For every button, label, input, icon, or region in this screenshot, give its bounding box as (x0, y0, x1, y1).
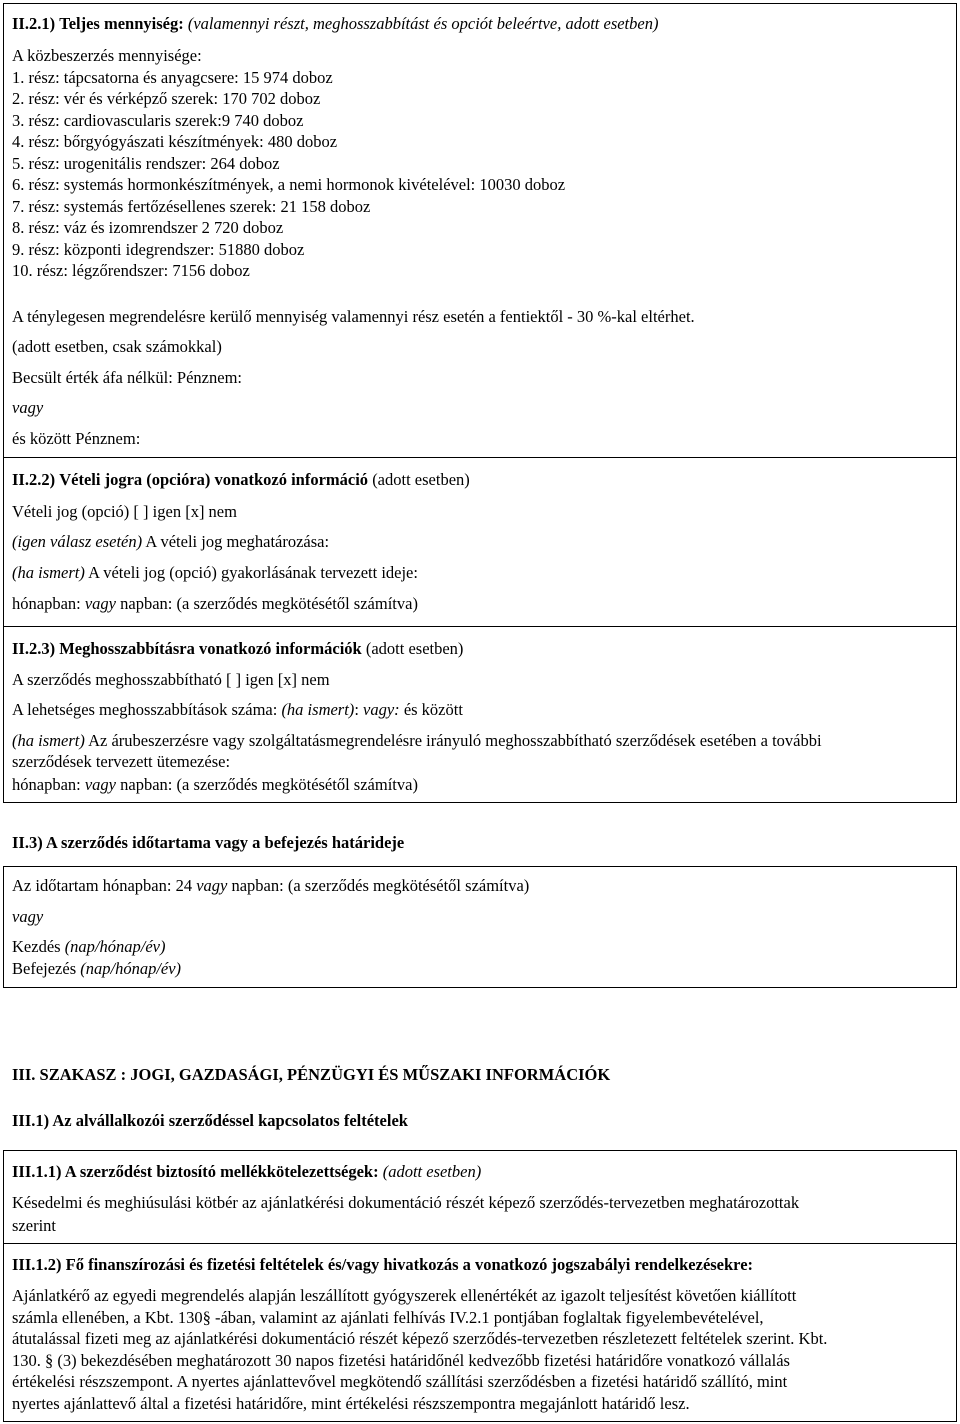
option-line: Vételi jog (opció) [ ] igen [x] nem (12, 502, 237, 521)
extension-months: hónapban: vagy napban: (a szerződés megkötésétől számítva) (12, 775, 418, 794)
duration-line: Az időtartam hónapban: 24 vagy napban: (a szerződés megkötésétől számítva) (12, 876, 530, 895)
section-iii-title: III. SZAKASZ : JOGI, GAZDASÁGI, PÉNZÜGYI ÉS MŰSZAKI INFORMÁCIÓK (12, 1065, 611, 1084)
ii-2-1-heading: II.2.1) Teljes mennyiség: (valamennyi részt, meghosszabbítást és opciót beleértve, adott esetben) (12, 14, 659, 33)
quantity-line-6: 6. rész: systemás hormonkészítmények, a nemi hormonok kivételével: 10030 doboz (12, 175, 566, 194)
end-date: Befejezés (nap/hónap/év) (12, 959, 182, 978)
or-text: vagy (12, 398, 44, 417)
quantity-line-2: 2. rész: vér és vérképző szerek: 170 702 doboz (12, 89, 321, 108)
quantity-line-3: 3. rész: cardiovascularis szerek:9 740 doboz (12, 110, 304, 130)
ii-2-2-heading: II.2.2) Vételi jogra (opcióra) vonatkozó információ (adott esetben) (12, 470, 470, 489)
option-definition: (igen válasz esetén) A vételi jog meghatározása: (12, 532, 330, 551)
iii-1-2-heading: III.1.2) Fő finanszírozási és fizetési feltételek és/vagy hivatkozás a vonatkozó jogszabályi rendelkezésekre: (12, 1255, 754, 1274)
or-text: vagy (12, 907, 44, 926)
quantity-line-4: 4. rész: bőrgyógyászati készítmények: 480 doboz (12, 132, 338, 151)
duration-box (3, 866, 957, 988)
ii-3-heading: II.3) A szerződés időtartama vagy a befejezés határideje (12, 833, 405, 852)
conditions-box (3, 1150, 957, 1422)
quantity-line-8: 8. rész: váz és izomrendszer 2 720 doboz (12, 218, 284, 237)
payment-line-5: nyertes ajánlattevő által a fizetési határidőre, mint értékelési részszempontra megajánlott határidő lesz. (12, 1393, 690, 1413)
divider (4, 626, 956, 627)
divider (4, 1243, 956, 1244)
extension-count: A lehetséges meghosszabbítások száma: (ha ismert): vagy: és között (12, 700, 463, 719)
quantity-line-1: 1. rész: tápcsatorna és anyagcsere: 15 974 doboz (12, 67, 333, 87)
extension-schedule: (ha ismert) Az árubeszerzésre vagy szolgáltatásmegrendelésre irányuló meghosszabbítható szerződések esetében a további (12, 731, 822, 750)
divider (4, 457, 956, 458)
numbers-only-note: (adott esetben, csak számokkal) (12, 337, 222, 356)
quantity-line-7: 7. rész: systemás fertőzésellenes szerek: 21 158 doboz (12, 196, 371, 216)
payment-line-0: Ajánlatkérő az egyedi megrendelés alapján leszállított gyógyszerek ellenértékét az igazolt teljesítést követően kiállított (12, 1286, 797, 1305)
option-months: hónapban: vagy napban: (a szerződés megkötésétől számítva) (12, 594, 418, 613)
iii-1-1-heading: III.1.1) A szerződést biztosító mellékkötelezettségek: (adott esetben) (12, 1162, 482, 1181)
payment-line-2: átutalással fizeti meg az ajánlatkérési dokumentáció részét képező szerződés-tervezetben részletezett feltételek szerint. Kbt. (12, 1329, 828, 1348)
payment-line-1: számla ellenében, a Kbt. 130§ -ában, valamint az ajánlati felhívás IV.2.1 pontjában foglaltak figyelembevételével, (12, 1307, 764, 1327)
payment-line-3: 130. § (3) bekezdésében meghatározott 30 napos fizetési határidőnél kedvezőbb fizetési határidőre vonatkozó vállalás (12, 1350, 790, 1370)
quantity-line-10: 10. rész: légzőrendszer: 7156 doboz (12, 261, 250, 280)
quantity-line-5: 5. rész: urogenitális rendszer: 264 doboz (12, 153, 280, 173)
between-currency: és között Pénznem: (12, 429, 141, 448)
option-timing: (ha ismert) A vételi jog (opció) gyakorlásának tervezett ideje: (12, 563, 418, 582)
ii-2-3-heading: II.2.3) Meghosszabbításra vonatkozó információk (adott esetben) (12, 639, 464, 658)
iii-1-1-text-2: szerint (12, 1216, 56, 1235)
payment-line-4: értékelési részszempont. A nyertes ajánlattevővel megkötendő szállítási szerződésben a fizetési határidő szállító, mint (12, 1372, 788, 1391)
quantity-line-0: A közbeszerzés mennyisége: (12, 46, 202, 65)
extension-line: A szerződés meghosszabbítható [ ] igen [x] nem (12, 670, 330, 689)
iii-1-heading: III.1) Az alvállalkozói szerződéssel kapcsolatos feltételek (12, 1111, 408, 1130)
start-date: Kezdés (nap/hónap/év) (12, 937, 166, 956)
quantity-line-9: 9. rész: központi idegrendszer: 51880 doboz (12, 239, 305, 259)
extension-schedule-2: szerződések tervezett ütemezése: (12, 752, 231, 771)
iii-1-1-text-1: Késedelmi és meghiúsulási kötbér az ajánlatkérési dokumentáció részét képező szerződés-tervezetben meghatározottak (12, 1193, 800, 1212)
section-ii-2-box (3, 3, 957, 803)
estimated-value: Becsült érték áfa nélkül: Pénznem: (12, 368, 243, 387)
deviation-text: A ténylegesen megrendelésre kerülő mennyiség valamennyi rész esetén a fentiektől - 30 %-kal eltérhet. (12, 307, 695, 326)
